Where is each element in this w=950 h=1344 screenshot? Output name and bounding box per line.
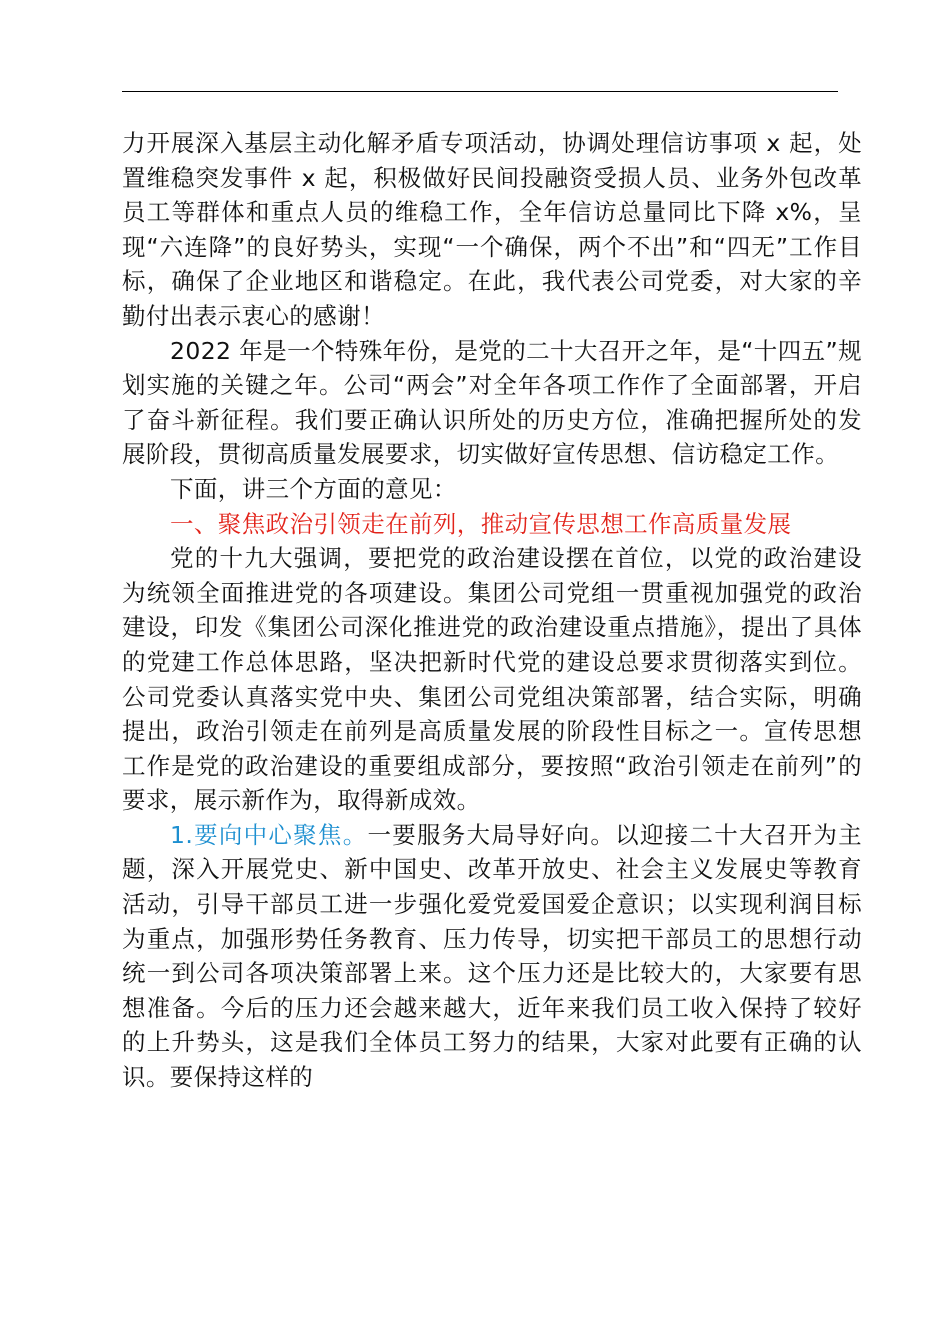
paragraph-4: 党的十九大强调，要把党的政治建设摆在首位，以党的政治建设为统领全面推进党的各项建设。集团公司党组一贯重视加强党的政治建设，印发《集团公司深化推进党的政治建设重点措施》，提出了具体的党建工作总体思路，坚决把新时代党的建设总要求贯彻落实到位。公司党委认真落实党中央、集团公司党组决策部署，结合实际，明确提出，政治引领走在前列是高质量发展的阶段性目标之一。宣传思想工作是党的政治建设的重要组成部分，要按照“政治引领走在前列”的要求，展示新作为，取得新成效。 (122, 544, 862, 815)
paragraph-5 (122, 818, 862, 1095)
paragraph-3: 下面，讲三个方面的意见： (170, 474, 457, 503)
section-heading-1: 一、聚焦政治引领走在前列，推动宣传思想工作高质量发展 (170, 509, 792, 538)
paragraph-5-text: 一要服务大局导好向。以迎接二十大召开为主题，深入开展党史、新中国史、改革开放史、社会主义发展史等教育活动，引导干部员工进一步强化爱党爱国爱企意识；以实现利润目标为重点，加强形势任务教育、压力传导，切实把干部员工的思想行动统一到公司各项决策部署上来。这个压力还是比较大的，大家要有思想准备。今后的压力还会越来越大，近年来我们员工收入保持了较好的上升势头，这是我们全体员工努力的结果，大家对此要有正确的认识。要保持这样的 (122, 820, 862, 1092)
document-body (122, 126, 862, 1095)
subsection-heading-1: 1.要向中心聚焦。 (170, 820, 368, 849)
paragraph-1: 力开展深入基层主动化解矛盾专项活动，协调处理信访事项 x 起，处置维稳突发事件 x 起，积极做好民间投融资受损人员、业务外包改革员工等群体和重点人员的维稳工作，全年信访总量同比下降 x%，呈现“六连降”的良好势头，实现“一个确保，两个不出”和“四无”工作目标，确保了企业地区和谐稳定。在此，我代表公司党委，对大家的辛勤付出表示衷心的感谢！ (122, 129, 862, 330)
header-rule (122, 91, 838, 92)
paragraph-2: 2022 年是一个特殊年份，是党的二十大召开之年，是“十四五”规划实施的关键之年。公司“两会”对全年各项工作作了全面部署，开启了奋斗新征程。我们要正确认识所处的历史方位，准确把握所处的发展阶段，贯彻高质量发展要求，切实做好宣传思想、信访稳定工作。 (122, 336, 862, 469)
